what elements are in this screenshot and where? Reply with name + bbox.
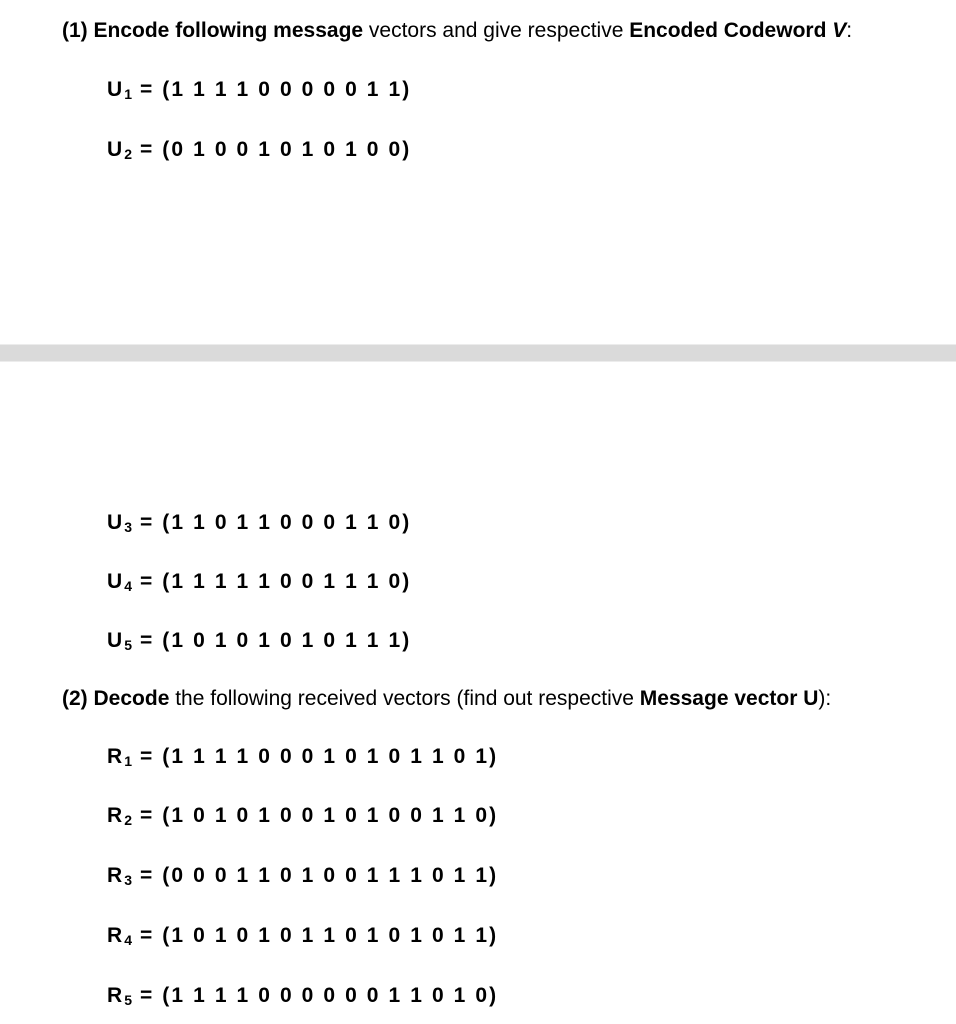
vector-subscript: 4: [124, 578, 133, 594]
vector-subscript: 1: [124, 753, 133, 769]
vector-value: = (1 1 1 1 1 0 0 1 1 1 0): [132, 570, 412, 593]
vector-subscript: 3: [124, 872, 133, 888]
vector-symbol: U: [107, 78, 125, 101]
vector-symbol: R: [107, 984, 125, 1007]
instruction-text: vectors and give respective: [363, 19, 630, 42]
page-divider: [0, 344, 956, 362]
vector-symbol: U: [107, 570, 125, 593]
vector-value: = (1 0 1 0 1 0 0 1 0 1 0 0 1 1 0): [132, 804, 499, 827]
vector-symbol: U: [107, 138, 125, 161]
question-number: (2): [62, 687, 88, 710]
received-vector-r3: [107, 864, 498, 888]
heading-colon: ):: [818, 687, 832, 710]
vector-value: = (1 1 1 1 0 0 0 1 0 1 0 1 1 0 1): [132, 745, 499, 768]
vector-value: = (1 1 1 1 0 0 0 0 0 0 1 1 0 1 0): [132, 984, 499, 1007]
vector-subscript: 2: [124, 146, 133, 162]
message-vector-u5: [107, 629, 411, 653]
vector-subscript: 5: [124, 637, 133, 653]
received-vector-r1: [107, 745, 498, 769]
instruction-bold-message-vector: Message vector U: [639, 687, 819, 710]
instruction-bold-encode: Encode following message: [93, 19, 364, 42]
vector-subscript: 3: [124, 519, 133, 535]
vector-symbol: R: [107, 804, 125, 827]
question-1-heading: [62, 19, 852, 43]
vector-value: = (1 0 1 0 1 0 1 0 1 1 1): [132, 629, 412, 652]
vector-value: = (1 1 0 1 1 0 0 0 1 1 0): [132, 511, 412, 534]
vector-value: = (1 0 1 0 1 0 1 1 0 1 0 1 0 1 1): [132, 924, 499, 947]
vector-subscript: 2: [124, 812, 133, 828]
vector-symbol: R: [107, 864, 125, 887]
vector-subscript: 4: [124, 932, 133, 948]
codeword-symbol: V: [832, 19, 847, 42]
message-vector-u3: [107, 511, 411, 535]
question-number: (1): [62, 19, 88, 42]
message-vector-u1: [107, 78, 411, 102]
received-vector-r5: [107, 984, 498, 1008]
received-vector-r2: [107, 804, 498, 828]
vector-symbol: R: [107, 745, 125, 768]
heading-colon: :: [846, 19, 853, 42]
instruction-bold-codeword: Encoded Codeword: [629, 19, 833, 42]
vector-subscript: 1: [124, 86, 133, 102]
instruction-bold-decode: Decode: [93, 687, 170, 710]
vector-subscript: 5: [124, 992, 133, 1008]
vector-symbol: U: [107, 511, 125, 534]
message-vector-u2: [107, 138, 411, 162]
vector-value: = (1 1 1 1 0 0 0 0 0 1 1): [132, 78, 412, 101]
vector-symbol: R: [107, 924, 125, 947]
instruction-text: the following received vectors (find out respective: [169, 687, 640, 710]
question-2-heading: [62, 687, 831, 711]
vector-value: = (0 1 0 0 1 0 1 0 1 0 0): [132, 138, 412, 161]
message-vector-u4: [107, 570, 411, 594]
vector-value: = (0 0 0 1 1 0 1 0 0 1 1 1 0 1 1): [132, 864, 499, 887]
vector-symbol: U: [107, 629, 125, 652]
received-vector-r4: [107, 924, 498, 948]
